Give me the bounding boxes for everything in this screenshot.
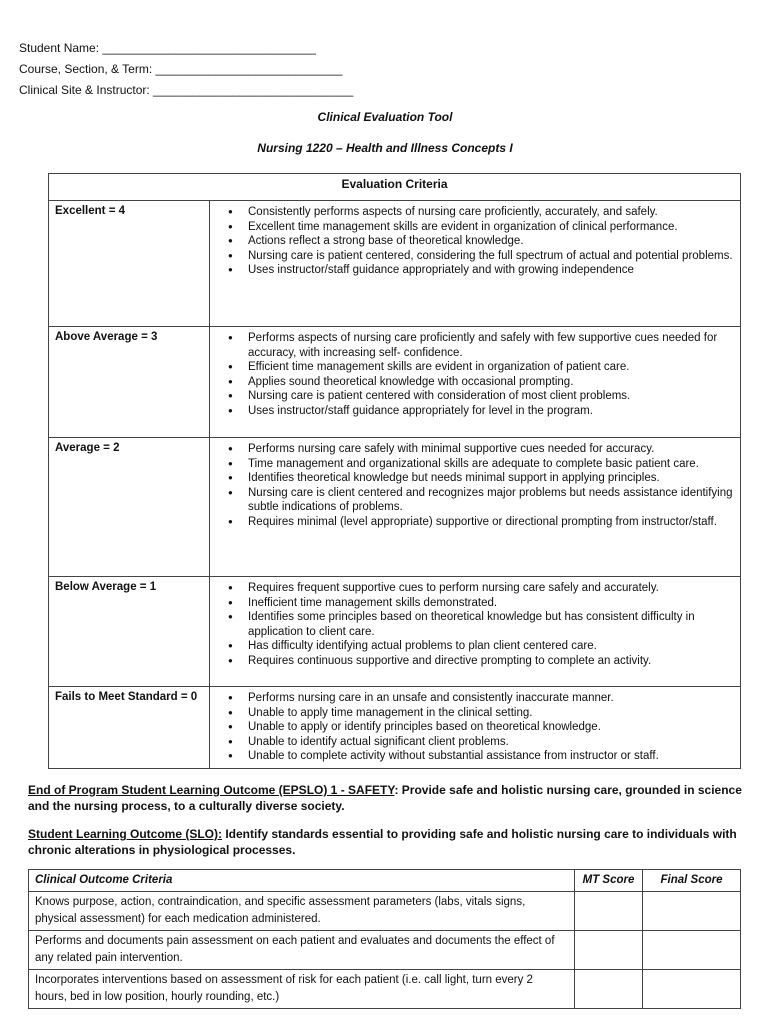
criteria-item: ● Inefficient time management skills demonstrated.: [210, 596, 736, 611]
slo-text: Identify standards essential to providing safe and holistic nursing care to individuals with chronic alterations in physiological processes.: [28, 827, 737, 857]
criteria-item: ● Identifies some principles based on theoretical knowledge but has consistent difficulty in application to client care.: [210, 610, 736, 639]
level-label: Average = 2: [49, 438, 210, 577]
outcome-criterion: Knows purpose, action, contraindication, and specific assessment parameters (labs, vitals signs, physical assessment) for each medication administered.: [29, 892, 575, 931]
column-header: Final Score: [643, 870, 741, 892]
criteria-item: ● Requires frequent supportive cues to perform nursing care safely and accurately.: [210, 581, 736, 596]
evaluation-criteria-table: [48, 173, 741, 769]
criteria-item: ● Performs nursing care in an unsafe and consistently inaccurate manner.: [210, 691, 736, 706]
outcome-criterion: Incorporates interventions based on assessment of risk for each patient (i.e. call light, turn every 2 hours, bed in low position, hourly rounding, etc.): [29, 970, 575, 1009]
criteria-item: ● Requires minimal (level appropriate) supportive or directional prompting from instructor/staff.: [210, 515, 736, 530]
criteria-item: ● Excellent time management skills are evident in organization of clinical performance.: [210, 220, 736, 235]
column-header: Clinical Outcome Criteria: [29, 870, 575, 892]
criteria-list: [210, 581, 736, 668]
level-label: Below Average = 1: [49, 577, 210, 687]
criteria-item: ● Unable to apply time management in the clinical setting.: [210, 706, 736, 721]
criteria-row: [49, 201, 741, 327]
criteria-list: [210, 691, 736, 764]
outcome-criterion: Performs and documents pain assessment on each patient and evaluates and documents the effect of any related pain intervention.: [29, 931, 575, 970]
criteria-item: ● Identifies theoretical knowledge but needs minimal support in applying principles.: [210, 471, 736, 486]
criteria-item: ● Actions reflect a strong base of theoretical knowledge.: [210, 234, 736, 249]
table-row: [29, 892, 741, 931]
epslo-statement: [28, 782, 748, 814]
criteria-item: ● Unable to apply or identify principles based on theoretical knowledge.: [210, 720, 736, 735]
clinical-site-field: Clinical Site & Instructor: ______________________________: [19, 83, 354, 97]
page-subtitle: Nursing 1220 – Health and Illness Concepts I: [257, 141, 513, 155]
course-field: Course, Section, & Term: ____________________________: [19, 62, 343, 76]
final-score-cell[interactable]: [643, 931, 741, 970]
criteria-list: [210, 442, 736, 529]
epslo-text: : Provide safe and holistic nursing care, grounded in science and the nursing process, to a culturally diverse society.: [28, 783, 742, 813]
page-title: Clinical Evaluation Tool: [317, 110, 453, 124]
mt-score-cell[interactable]: [575, 931, 643, 970]
criteria-item: ● Applies sound theoretical knowledge with occasional prompting.: [210, 375, 736, 390]
criteria-item: ● Efficient time management skills are evident in organization of patient care.: [210, 360, 736, 375]
level-label: Fails to Meet Standard = 0: [49, 687, 210, 769]
epslo-label: End of Program Student Learning Outcome (EPSLO) 1 - SAFETY: [28, 783, 395, 797]
criteria-item: ● Has difficulty identifying actual problems to plan client centered care.: [210, 639, 736, 654]
table-row: [29, 931, 741, 970]
slo-statement: [28, 826, 748, 858]
slo-label: Student Learning Outcome (SLO):: [28, 827, 222, 841]
level-label: Above Average = 3: [49, 327, 210, 438]
criteria-item: ● Uses instructor/staff guidance appropriately for level in the program.: [210, 404, 736, 419]
criteria-list: [210, 331, 736, 418]
final-score-cell[interactable]: [643, 970, 741, 1009]
mt-score-cell[interactable]: [575, 892, 643, 931]
table-row: [29, 970, 741, 1009]
criteria-item: ● Performs aspects of nursing care proficiently and safely with few supportive cues needed for accuracy, with increasing self- confidence.: [210, 331, 736, 360]
student-name-field: Student Name: ________________________________: [19, 41, 316, 55]
criteria-item: ● Unable to complete activity without substantial assistance from instructor or staff.: [210, 749, 736, 764]
criteria-item: ● Uses instructor/staff guidance appropriately and with growing independence: [210, 263, 736, 278]
criteria-row: [49, 438, 741, 577]
level-label: Excellent = 4: [49, 201, 210, 327]
criteria-item: ● Performs nursing care safely with minimal supportive cues needed for accuracy.: [210, 442, 736, 457]
criteria-item: ● Nursing care is client centered and recognizes major problems but needs assistance identifying subtle indications of problems.: [210, 486, 736, 515]
criteria-heading: Evaluation Criteria: [49, 174, 741, 201]
column-header: MT Score: [575, 870, 643, 892]
criteria-list: [210, 205, 736, 278]
criteria-item: ● Consistently performs aspects of nursing care proficiently, accurately, and safely.: [210, 205, 736, 220]
score-table: [28, 869, 741, 1009]
mt-score-cell[interactable]: [575, 970, 643, 1009]
criteria-item: ● Nursing care is patient centered with consideration of most client problems.: [210, 389, 736, 404]
criteria-item: ● Time management and organizational skills are adequate to complete basic patient care.: [210, 457, 736, 472]
criteria-item: ● Requires continuous supportive and directive prompting to complete an activity.: [210, 654, 736, 669]
criteria-row: [49, 327, 741, 438]
final-score-cell[interactable]: [643, 892, 741, 931]
criteria-row: [49, 687, 741, 769]
criteria-item: ● Unable to identify actual significant client problems.: [210, 735, 736, 750]
criteria-item: ● Nursing care is patient centered, considering the full spectrum of actual and potential problems.: [210, 249, 736, 264]
criteria-row: [49, 577, 741, 687]
